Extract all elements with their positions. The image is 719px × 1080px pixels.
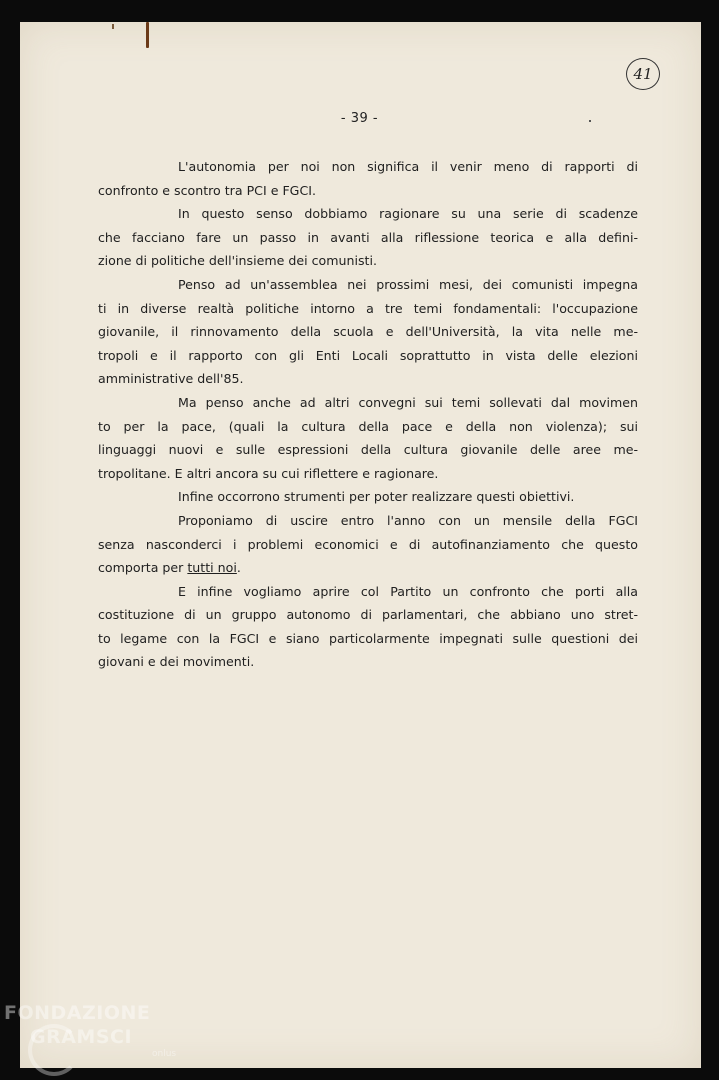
ink-dot	[589, 120, 591, 122]
text-line: amministrative dell'85.	[98, 371, 244, 387]
paragraph	[98, 155, 638, 202]
text-line: giovani e dei movimenti.	[98, 654, 255, 670]
paragraph	[98, 580, 638, 674]
text-line: L'autonomia per noi non significa il venir meno di rapporti di	[178, 159, 638, 174]
text-line: ti in diverse realtà politiche intorno a tre temi fondamentali: l'occupazione	[98, 300, 638, 316]
text-line	[98, 556, 638, 580]
body-text	[98, 155, 638, 674]
text-line: linguaggi nuovi e sulle espressioni della cultura giovanile delle aree me-	[98, 442, 638, 458]
text-line: Proponiamo di uscire entro l'anno con un mensile della FGCI	[178, 512, 638, 528]
paper-mark	[112, 24, 114, 29]
fondazione-gramsci-watermark	[4, 1000, 204, 1080]
paragraph	[98, 202, 638, 273]
text-line: che facciano fare un passo in avanti alla riflessione teorica e alla defini-	[98, 229, 638, 245]
staple-mark	[146, 22, 149, 48]
text-line: senza nasconderci i problemi economici e di autofinanziamento che questo	[98, 536, 638, 552]
text-line: confronto e scontro tra PCI e FGCI.	[98, 182, 316, 198]
watermark-line1: FONDAZIONE	[4, 1002, 151, 1024]
paragraph	[98, 509, 638, 580]
text-line: E infine vogliamo aprire col Partito un confronto che porti alla	[178, 583, 638, 599]
text-line: zione di politiche dell'insieme dei comunisti.	[98, 253, 377, 269]
text-line: costituzione di un gruppo autonomo di parlamentari, che abbiano uno stret-	[98, 607, 638, 623]
text-line: tropoli e il rapporto con gli Enti Locali soprattutto in vista delle elezioni	[98, 347, 638, 363]
paragraph	[98, 273, 638, 391]
text-line: Infine occorrono strumenti per poter realizzare questi obiettivi.	[178, 489, 575, 505]
text-line: In questo senso dobbiamo ragionare su una serie di scadenze	[178, 206, 638, 222]
paragraph	[98, 391, 638, 485]
page-number: - 39 -	[340, 111, 379, 126]
archive-number-stamp	[626, 58, 660, 90]
text-fragment: .	[236, 560, 241, 576]
text-line: giovanile, il rinnovamento della scuola e dell'Università, la vita nelle me-	[98, 324, 638, 340]
text-line: to per la pace, (quali la cultura della pace e della non violenza); sui	[98, 418, 638, 434]
archive-number: 41	[633, 65, 653, 83]
watermark-line2: GRAMSCI	[30, 1026, 133, 1048]
watermark-line3: onlus	[152, 1049, 177, 1059]
text-fragment: comporta per	[98, 560, 188, 576]
text-line: Ma penso anche ad altri convegni sui temi sollevati dal movimen	[178, 394, 638, 410]
text-line: Penso ad un'assemblea nei prossimi mesi, dei comunisti impegna	[178, 276, 638, 292]
paragraph	[98, 485, 638, 509]
text-line: tropolitane. E altri ancora su cui riflettere e ragionare.	[98, 465, 439, 481]
text-line: to legame con la FGCI e siano particolarmente impegnati sulle questioni dei	[98, 630, 638, 646]
underlined-text: tutti noi	[187, 560, 237, 576]
